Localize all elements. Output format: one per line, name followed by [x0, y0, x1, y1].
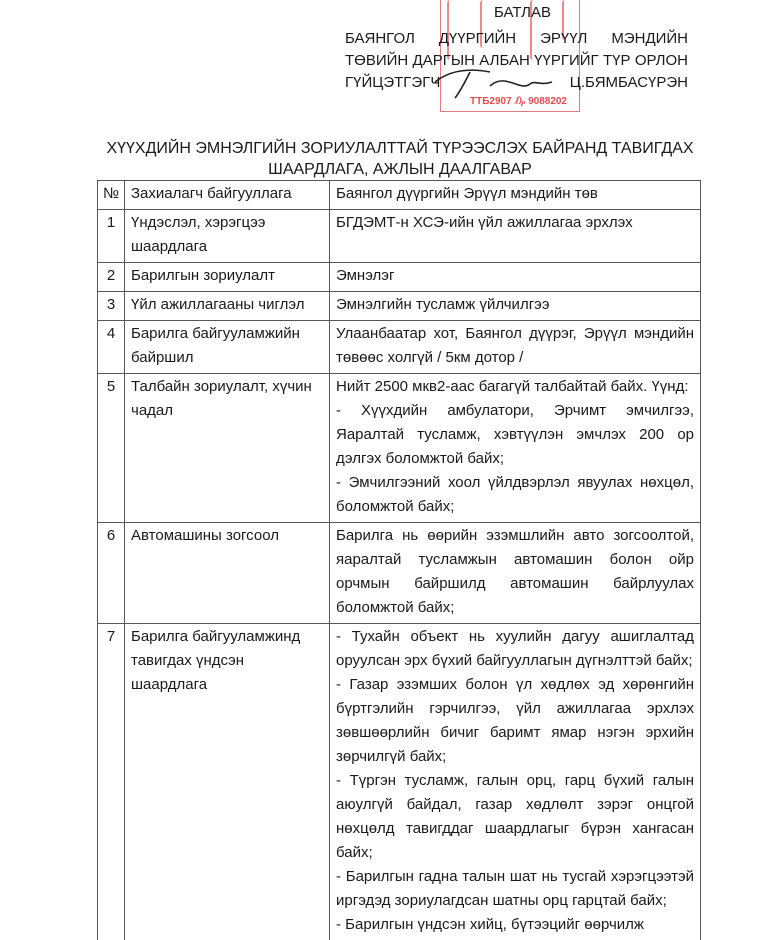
value-paragraph: - Барилгын үндсэн хийц, бүтээцийг өөрчилж — [336, 913, 694, 937]
value-paragraph: Барилга нь өөрийн эзэмшлийн авто зогсоолтой, яаралтай тусламжын автомашин болон ойр орчмын байршилд автомашин байрлуулах боломжтой байх; — [336, 524, 694, 620]
approval-line: ТӨВИЙН ДАРГЫН АЛБАН ҮҮРГИЙГ ТҮР ОРЛОН — [345, 50, 688, 72]
col-label: Захиалагч байгууллага — [125, 181, 330, 210]
row-value — [330, 321, 701, 374]
title-line: ШААРДЛАГА, АЖЛЫН ДААЛГАВАР — [90, 159, 710, 180]
value-paragraph: - Хүүхдийн амбулатори, Эрчимт эмчилгээ, Яаралтай тусламж, хэвтүүлэн эмчлэх 200 ор дэлгэх боломжтой байх; — [336, 399, 694, 471]
table-row — [98, 321, 701, 374]
row-label: Автомашины зогсоол — [125, 523, 330, 624]
row-value — [330, 374, 701, 523]
row-number: 5 — [98, 374, 125, 523]
row-number: 1 — [98, 210, 125, 263]
row-value — [330, 624, 701, 940]
table-row — [98, 292, 701, 321]
table-row — [98, 374, 701, 523]
document-title — [90, 138, 710, 180]
title-line: ХҮҮХДИЙН ЭМНЭЛГИЙН ЗОРИУЛАЛТТАЙ ТҮРЭЭСЛЭХ БАЙРАНД ТАВИГДАХ — [90, 138, 710, 159]
table-row — [98, 624, 701, 940]
approval-heading: БАТЛАВ — [345, 2, 688, 24]
row-value — [330, 292, 701, 321]
requirements-table — [97, 180, 701, 940]
stamp-code: ТТБ2907 ₯ 9088202 — [470, 96, 567, 107]
value-paragraph: - Эмчилгээний хоол үйлдвэрлэл явуулах нөхцөл, боломжтой байх; — [336, 471, 694, 519]
col-value: Баянгол дүүргийн Эрүүл мэндийн төв — [330, 181, 701, 210]
row-label: Барилгын зориулалт — [125, 263, 330, 292]
row-label: Барилга байгууламжинд тавигдах үндсэн шаардлага — [125, 624, 330, 940]
row-value — [330, 210, 701, 263]
value-paragraph: - Барилгын гадна талын шат нь тусгай хэрэгцээтэй иргэдэд зориулагдсан шатны орц гарцтай байх; — [336, 865, 694, 913]
table-row — [98, 523, 701, 624]
table-row — [98, 263, 701, 292]
row-number: 4 — [98, 321, 125, 374]
approval-name: Ц.БЯМБАСҮРЭН — [570, 72, 688, 94]
row-number: 2 — [98, 263, 125, 292]
value-paragraph: Эмнэлэг — [336, 264, 694, 288]
value-paragraph: - Түргэн тусламж, галын орц, гарц бүхий галын аюулгүй байдал, газар хөдлөлт зэрэг онцгой нөхцөлд тавигддаг шаардлагыг бүрэн хангасан байх; — [336, 769, 694, 865]
row-label: Үндэслэл, хэрэгцээ шаардлага — [125, 210, 330, 263]
value-paragraph: БГДЭМТ-н ХСЭ-ийн үйл ажиллагаа эрхлэх — [336, 211, 694, 235]
value-paragraph: - Тухайн объект нь хуулийн дагуу ашиглалтад оруулсан эрх бүхий байгууллагын дүгнэлттэй байх; — [336, 625, 694, 673]
row-label: Үйл ажиллагааны чиглэл — [125, 292, 330, 321]
approval-line: БАЯНГОЛ ДҮҮРГИЙН ЭРҮҮЛ МЭНДИЙН — [345, 28, 688, 50]
value-paragraph: Эмнэлгийн тусламж үйлчилгээ — [336, 293, 694, 317]
col-number: № — [98, 181, 125, 210]
value-paragraph: Улаанбаатар хот, Баянгол дүүрэг, Эрүүл мэндийн төвөөс холгүй / 5км дотор / — [336, 322, 694, 370]
row-value — [330, 523, 701, 624]
row-label: Барилга байгууламжийн байршил — [125, 321, 330, 374]
value-paragraph: Нийт 2500 мкв2-аас багагүй талбайтай байх. Үүнд: — [336, 375, 694, 399]
value-paragraph: - Газар эзэмших болон үл хөдлөх эд хөрөнгийн бүртгэлийн гэрчилгээ, үйл ажиллагаа эрхлэх зөвшөөрлийн бичиг баримт ямар нэгэн эрхийн зөрчилгүй байх; — [336, 673, 694, 769]
table-header-row — [98, 181, 701, 210]
row-value — [330, 263, 701, 292]
approval-role: ГҮЙЦЭТГЭГЧ — [345, 72, 440, 94]
table-row — [98, 210, 701, 263]
row-number: 3 — [98, 292, 125, 321]
row-number: 6 — [98, 523, 125, 624]
row-number: 7 — [98, 624, 125, 940]
row-label: Талбайн зориулалт, хүчин чадал — [125, 374, 330, 523]
approval-block — [345, 0, 688, 94]
